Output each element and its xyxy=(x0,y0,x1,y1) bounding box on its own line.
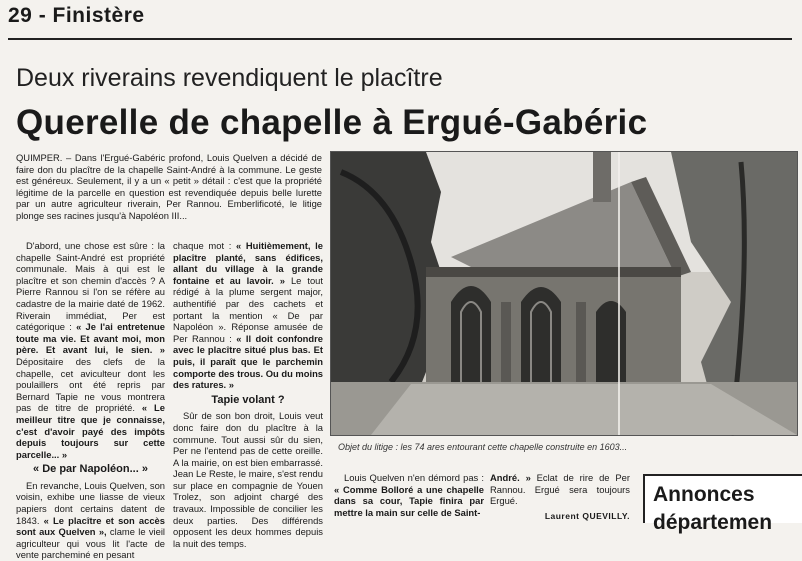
annonces-box xyxy=(643,474,802,534)
article-overline: Deux riverains revendiquent le placître xyxy=(16,64,443,92)
annonces-title: Annonces xyxy=(653,483,755,506)
article-column-3 xyxy=(334,472,484,521)
col4-paragraph: André. » Eclat de rire de Per Rannou. Ergué sera toujours Ergué. xyxy=(490,472,630,507)
article-column-4 xyxy=(490,472,630,521)
chapel-illustration xyxy=(331,152,797,435)
chapel-photo xyxy=(330,151,798,436)
col2-subhead: Tapie volant ? xyxy=(211,393,285,406)
col1-paragraph-1: D'abord, une chose est sûre : la chapelle Saint-André est propriété communale. Mais à qui est le placître et son chemin d'accès ? A Pierre Rannou si l'on se réfère au cadastre de la mairie daté de 1962. Riverain immédiat, Per est catégorique : « Je l'ai entretenue toute ma vie. Et avant moi, mon père. Et avant lui, le sien. » Dépositaire des clefs de la chapelle, cet aviculteur dont les poulaillers ont été repris par Bernard Tapie ne vous montrera pas de titre de propriété. « Le meilleur titre que je connaisse, c'est d'avoir payé des impôts depuis toujours sur cette parcelle... » xyxy=(16,240,165,460)
col1-paragraph-2: En revanche, Louis Quelven, son voisin, exhibe une liasse de vieux papiers dont certains datent de 1843. « Le placître et son accès sont aux Quelven », clame le vieil agriculteur qui vous lit l'acte de vente parcheminé en pesant xyxy=(16,479,165,561)
author-signature: Laurent QUEVILLY. xyxy=(544,510,630,521)
col3-paragraph: Louis Quelven n'en démord pas : « Comme Bolloré a une chapelle dans sa cour, Tapie finira par mettre la main sur celle de Saint- xyxy=(334,472,484,518)
annonces-subtitle: départemen xyxy=(653,511,773,534)
photo-caption: Objet du litige : les 74 ares entourant cette chapelle construite en 1603... xyxy=(338,442,628,452)
article-column-2 xyxy=(173,240,324,549)
section-header: 29 - Finistère xyxy=(8,4,145,27)
intro-paragraph: QUIMPER. – Dans l'Ergué-Gabéric profond, Louis Quelven a décidé de faire don du placître de la chapelle Saint-André à la commune. Le geste est généreux. Seulement, il y a un « petit » détail : c'est que la propriété légitime de la parcelle en question est revendiquée depuis belle lurette par un autre agriculteur riverain, Per Rannou. Emberlificoté, le litige plonge ses racines jusqu'à Napoléon III... xyxy=(16,152,322,221)
header-rule xyxy=(8,38,792,40)
article-intro xyxy=(16,152,322,232)
article-headline: Querelle de chapelle à Ergué-Gabéric xyxy=(16,103,648,142)
col1-subhead: « De par Napoléon... » xyxy=(33,463,148,476)
col2-paragraph-2: Sûr de son bon droit, Louis veut donc faire don du placître à la commune. Tout aussi sûr du sien, Per ne l'entend pas de cette oreille. A la mairie, on est bien embarrassé. Jean Le Reste, le maire, s'est rendu sur place en compagnie de Youen Trolez, son adjoint chargé des travaux. Impossible de concilier les deux parties. Des différends opposent les deux hommes depuis la nuit des temps. xyxy=(173,410,323,549)
col2-paragraph-1: chaque mot : « Huitièmement, le placître planté, sans édifices, allant du village à la grande fontaine et au lavoir. » Le tout rédigé à la plume sergent major, authentifié par des cachets et portant la mention « De par Napoléon ». Réponse amusée de Per Rannou : « Il doit confondre avec le placître situé plus bas. Et puis, il paraît que le parchemin comporte des trous. Ou du moins des ratures. » xyxy=(173,240,324,391)
article-column-1 xyxy=(16,240,165,561)
